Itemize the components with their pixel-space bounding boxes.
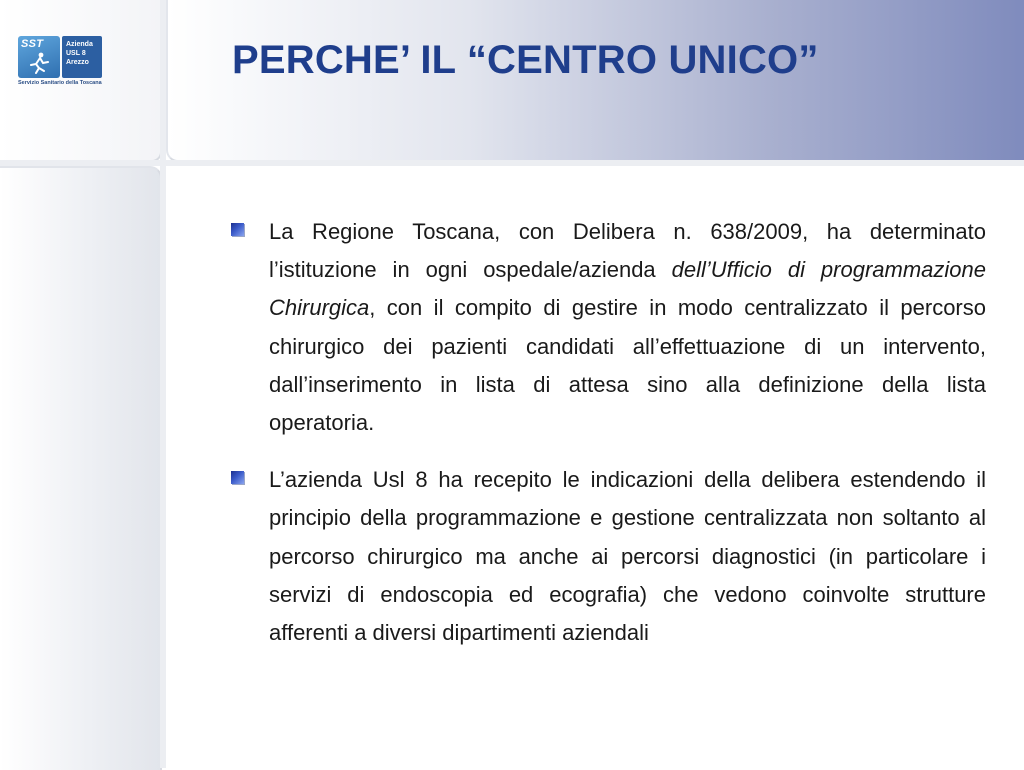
slide-title: PERCHE’ IL “CENTRO UNICO” [232, 38, 819, 82]
square-bullet-icon [231, 471, 244, 484]
bullet-item [226, 213, 986, 442]
bullet-text-start: La Regione Toscana, con Delibera n. 638/2009, ha determinato l’istituzione in ogni ospedale/azienda [269, 219, 986, 283]
square-bullet-icon [231, 223, 244, 236]
running-figure-icon [28, 52, 50, 74]
logo-line-azienda: Azienda [66, 41, 93, 48]
logo-line-city: Arezzo [66, 59, 89, 66]
bullet-list [226, 213, 986, 671]
side-panel [0, 166, 162, 770]
bullet-text-start: L’azienda Usl 8 ha recepito le indicazioni della delibera estendendo il principio della programmazione e gestione centralizzata non soltanto al percorso chirurgico ma anche ai percorsi diagnostici (in particolare i servizi di endoscopia ed ecografia) che vedono coinvolte strutture afferenti a diversi dipartimenti aziendali [269, 467, 986, 646]
bullet-text-end: , con il compito di gestire in modo centralizzato il percorso chirurgico dei pazienti candidati all’effettuazione di un intervento, dall’inserimento in lista di attesa sino alla definizione della lista operatoria. [269, 295, 986, 436]
bullet-text [269, 213, 986, 442]
horizontal-divider [0, 160, 1024, 166]
organization-logo [18, 36, 104, 88]
logo-badge-text: SST [21, 38, 44, 50]
sst-badge [18, 36, 60, 78]
logo-caption: Servizio Sanitario della Toscana [18, 80, 102, 86]
logo-org-block [62, 36, 102, 78]
bullet-text-italic: dell’Ufficio di programmazione Chirurgica [269, 257, 986, 321]
vertical-divider [160, 0, 166, 768]
bullet-item [226, 461, 986, 652]
logo-line-usl: USL 8 [66, 50, 86, 57]
bullet-text [269, 461, 986, 652]
